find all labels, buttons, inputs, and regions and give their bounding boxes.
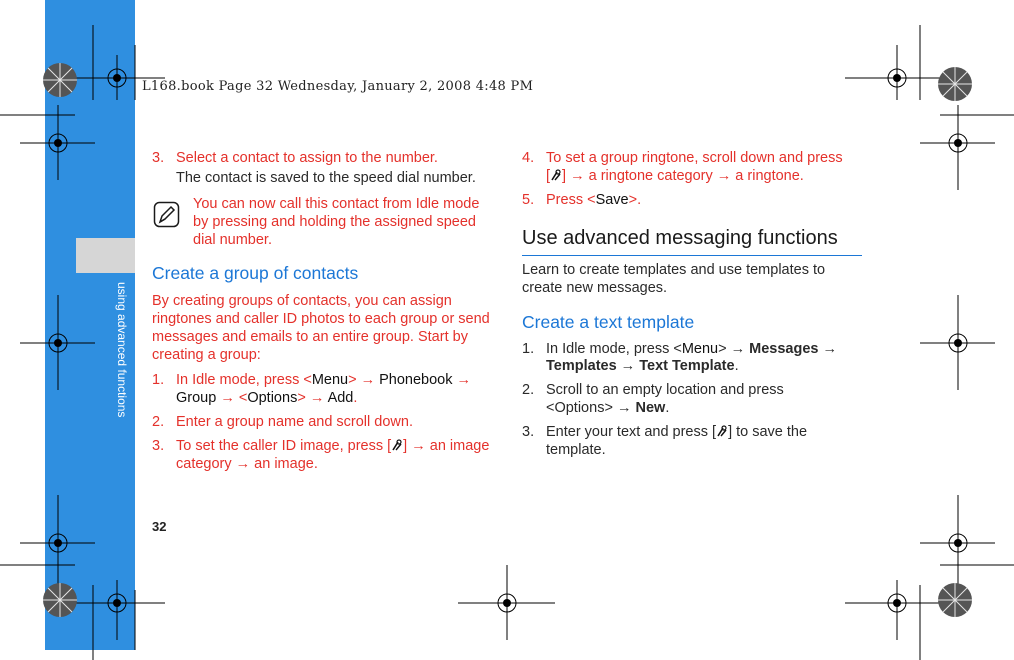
group-step-3-cont: category → an image.	[176, 456, 318, 472]
note-pencil-icon	[153, 201, 180, 228]
confirm-key-icon	[391, 439, 403, 451]
template-step-3-cont: template.	[546, 442, 606, 458]
ringtone-step-4-cont: [ ] → a ringtone category → a ringtone.	[546, 168, 804, 184]
confirm-key-icon	[550, 169, 562, 181]
left-column: 3. Select a contact to assign to the number. The contact is saved to the speed dial number. You can now call this contact from Idle mode by pressing and holding the assigned speed dial number. Create a group of contacts By creating groups of contacts, you can assign ringtones and caller ID photos to each group or send messages and emails to an entire group. Start by creating a group: 1. In Idle mode, press <Menu> → Phonebook → Group → <Options> → Add. 2. Enter a group name and scroll down. 3. To set the caller ID image, press [ ] → an image category → an image.	[152, 0, 497, 480]
messaging-intro: Learn to create templates and use templates to create new messages.	[522, 262, 826, 296]
confirm-key-icon	[716, 425, 728, 437]
step-result: The contact is saved to the speed dial number.	[176, 170, 476, 186]
template-step-2-cont: <Options> → New.	[546, 400, 670, 416]
page-number: 32	[152, 519, 167, 534]
section-title-messaging: Use advanced messaging functions	[522, 227, 838, 249]
heading-create-template: Create a text template	[522, 312, 695, 332]
group-intro: By creating groups of contacts, you can assign ringtones and caller ID photos to each group or send messages and emails to an entire group. Start by creating a group:	[152, 293, 490, 363]
file-header: L168.book Page 32 Wednesday, January 2, 2008 4:48 PM	[142, 79, 534, 94]
note-text: You can now call this contact from Idle mode by pressing and holding the assigned speed dial number.	[193, 196, 480, 248]
section-rule	[522, 255, 862, 256]
heading-create-group: Create a group of contacts	[152, 263, 359, 283]
template-step-1-cont: Templates → Text Template.	[546, 358, 739, 374]
right-column: 4. To set a group ringtone, scroll down and press [ ] → a ringtone category → a ringtone. 5. Press <Save>. Use advanced messaging functions Learn to create templates and use templates to create new messages. Create a text template 1. In Idle mode, press <Menu> → Messages → Templates → Text Template. 2. Scroll to an empty location and press <Options> → New. 3. Enter your text and press [ ] to save the template.	[522, 0, 867, 480]
side-section-label: using advanced functions	[115, 282, 129, 418]
group-step-1-cont: Group → <Options> → Add.	[176, 390, 358, 406]
